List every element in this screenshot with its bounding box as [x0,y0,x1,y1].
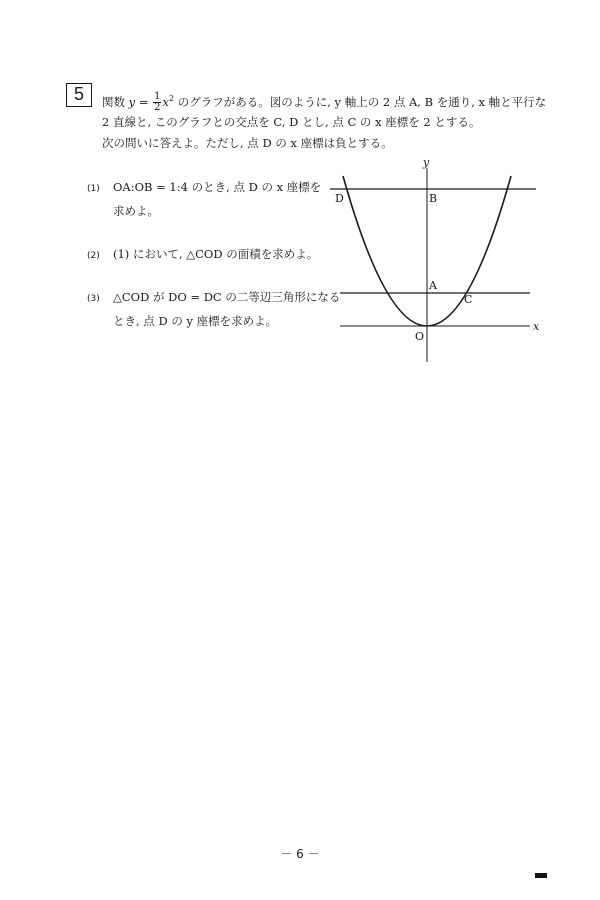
origin-label: O [415,330,425,343]
point-d-label: D [335,192,344,205]
subquestion-1-number: (1) [87,184,100,194]
subquestion-3-number: (3) [87,294,100,304]
point-b-label: B [429,192,438,205]
function-y: y [128,94,136,109]
page-number: － 6 － [280,847,320,861]
subquestion-1-line-1: OA:OB = 1:4 のとき, 点 D の x 座標を [113,180,322,194]
subquestion-3-line-1: △COD が DO = DC の二等辺三角形になる [113,290,341,304]
fraction-denominator: 2 [154,102,161,114]
function-equals: = [138,94,149,109]
subquestion-3-line-2: とき, 点 D の y 座標を求めよ。 [113,314,278,328]
intro-line-2: 2 直線と, このグラフとの交点を C, D とし, 点 C の x 座標を 2 とする。 [102,115,481,129]
function-exponent: 2 [168,94,175,103]
subquestion-1-line-2: 求めよ。 [113,204,159,218]
function-x: x [162,94,169,109]
intro-line-1-suffix: のグラフがある。図のように, y 軸上の 2 点 A, B を通り, x 軸と平行な [177,94,547,109]
fraction-numerator: 1 [154,91,161,103]
registration-mark [535,873,547,878]
subquestion-2-line-1: (1) において, △COD の面積を求めよ。 [113,247,319,261]
point-c-label: C [464,293,473,306]
subquestion-2-number: (2) [87,251,100,261]
x-axis-label: x [533,320,540,333]
y-axis-label: y [423,156,430,169]
intro-line-1-prefix: 関数 [102,94,125,109]
intro-line-3: 次の問いに答えよ。ただし, 点 D の x 座標は負とする。 [102,136,393,150]
question-number: 5 [73,84,84,104]
point-a-label: A [429,279,437,292]
